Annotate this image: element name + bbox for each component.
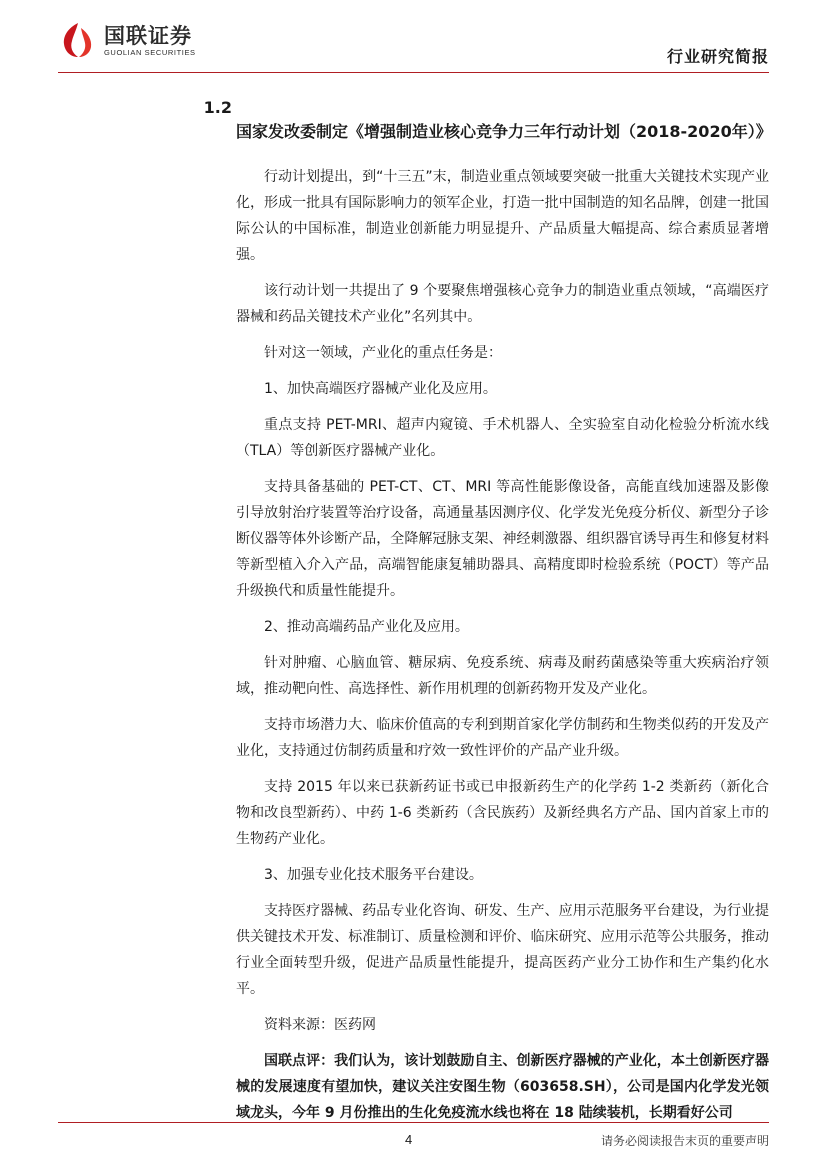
paragraph: 重点支持 PET-MRI、超声内窥镜、手术机器人、全实验室自动化检验分析流水线（TLA）等创新医疗器械产业化。 [236,417,769,459]
paragraph: 针对这一领域，产业化的重点任务是： [264,345,502,361]
paragraph: 针对肿瘤、心脑血管、糖尿病、免疫系统、病毒及耐药菌感染等重大疾病治疗领域，推动靶向性、高选择性、新作用机理的创新药物开发及产业化。 [236,655,769,697]
section-title-text: 国家发改委制定《增强制造业核心竞争力三年行动计划（2018-2020年）》 [236,122,772,141]
paragraph: 行动计划提出，到“十三五”末，制造业重点领域要突破一批重大关键技术实现产业化，形成一批具有国际影响力的领军企业，打造一批中国制造的知名品牌，创建一批国际公认的中国标准，制造业创新能力明显提升、产品质量大幅提高、综合素质显著增强。 [236,169,769,263]
main-content [58,96,772,1136]
section-title [58,96,772,144]
paragraph: 支持市场潜力大、临床价值高的专利到期首家化学仿制药和生物类似药的开发及产业化，支持通过仿制药质量和疗效一致性评价的产品产业升级。 [236,717,769,759]
logo-chinese-name: 国联证券 [104,23,192,48]
analyst-comment: 国联点评：我们认为，该计划鼓励自主、创新医疗器械的产业化，本土创新医疗器械的发展速度有望加快，建议关注安图生物（603658.SH），公司是国内化学发光领域龙头，今年 9 月份推出的生化免疫流水线也将在 18 陆续装机，长期看好公司 [236,1053,769,1121]
paragraph: 该行动计划一共提出了 9 个要聚焦增强核心竞争力的制造业重点领域，“高端医疗器械和药品关键技术产业化”名列其中。 [236,283,769,325]
paragraph: 2、推动高端药品产业化及应用。 [264,619,469,635]
paragraph: 1、加快高端医疗器械产业化及应用。 [264,381,497,397]
paragraph: 3、加强专业化技术服务平台建设。 [264,867,483,883]
paragraph: 支持 2015 年以来已获新药证书或已申报新药生产的化学药 1-2 类新药（新化合物和改良型新药）、中药 1-6 类新药（含民族药）及新经典名方产品、国内首家上市的生物药产业化。 [236,779,769,847]
logo-english-name: GUOLIAN SECURITIES [104,47,196,57]
section-number: 1.2 [203,98,232,117]
footer-disclaimer: 请务必阅读报告末页的重要声明 [600,1134,769,1148]
paragraph: 支持具备基础的 PET-CT、CT、MRI 等高性能影像设备，高能直线加速器及影像引导放射治疗装置等治疗设备，高通量基因测序仪、化学发光免疫分析仪、新型分子诊断仪器等体外诊断产品，全降解冠脉支架、神经刺激器、组织器官诱导再生和修复材料等新型植入介入产品，高端智能康复辅助器具、高精度即时检验系统（POCT）等产品升级换代和质量性能提升。 [236,479,769,599]
report-type-label: 行业研究简报 [666,47,769,66]
source-note: 资料来源：医药网 [264,1017,376,1033]
footer-divider [58,1122,769,1123]
page-header [0,0,827,80]
page-number: 4 [405,1132,413,1147]
paragraph: 支持医疗器械、药品专业化咨询、研发、生产、应用示范服务平台建设，为行业提供关键技术开发、标准制订、质量检测和评价、临床研究、应用示范等公共服务，推动行业全面转型升级，促进产品质量性能提升，提高医药产业分工协作和生产集约化水平。 [236,903,769,997]
header-divider [58,72,769,73]
flame-logo-icon [58,20,98,60]
company-logo [58,20,228,60]
